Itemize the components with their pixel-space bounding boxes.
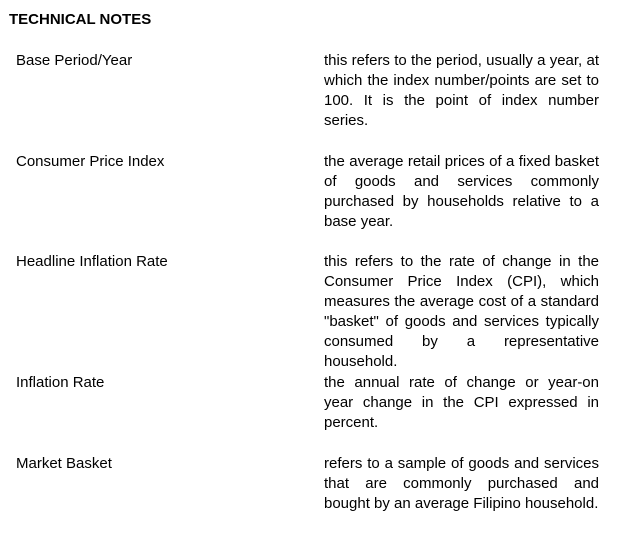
term-consumer-price-index: Consumer Price Index [16, 153, 165, 170]
term-base-period-year: Base Period/Year [16, 52, 133, 69]
term-market-basket: Market Basket [16, 455, 112, 472]
term-inflation-rate: Inflation Rate [16, 374, 105, 391]
term-headline-inflation-rate: Headline Inflation Rate [16, 253, 168, 270]
definition-inflation-rate: the annual rate of change or year-on year change in the CPI expressed in percent. [324, 374, 599, 431]
definition-market-basket: refers to a sample of goods and services that are commonly purchased and bought by an average Filipino household. [324, 455, 599, 512]
definition-headline-inflation-rate: this refers to the rate of change in the Consumer Price Index (CPI), which measures the average cost of a standard "basket" of goods and services typically consumed by a representative household. [324, 253, 599, 370]
definition-base-period-year: this refers to the period, usually a year, at which the index number/points are set to 100. It is the point of index number series. [324, 52, 599, 129]
document-title: TECHNICAL NOTES [9, 11, 152, 28]
definition-consumer-price-index: the average retail prices of a fixed basket of goods and services commonly purchased by households relative to a base year. [324, 153, 599, 230]
